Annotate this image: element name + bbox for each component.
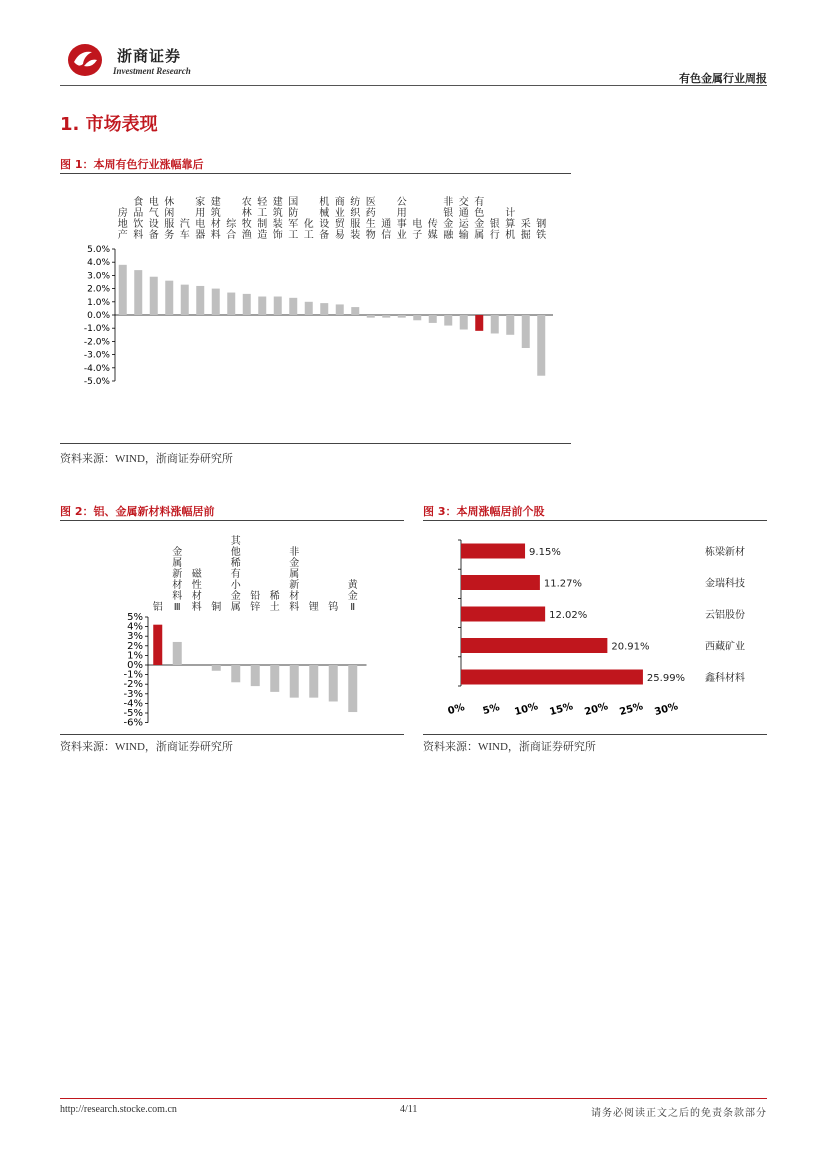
- bar-其他稀有小金属: [231, 665, 240, 682]
- bar-建筑材料: [212, 289, 220, 315]
- y-tick-label: 0%: [127, 660, 143, 671]
- footer-divider: [60, 1098, 767, 1099]
- stock-name-label: 鑫科材料: [705, 673, 745, 684]
- bar-国防军工: [289, 298, 297, 315]
- category-label-商业贸易: 业: [334, 208, 345, 219]
- category-label-传媒: 媒: [427, 230, 438, 241]
- category-label-建筑装饰: 筑: [272, 208, 283, 219]
- x-tick-label: 15%: [548, 701, 575, 718]
- bar-汽车: [181, 285, 189, 315]
- category-label-轻工制造: 轻: [257, 197, 268, 208]
- category-label-电气设备: 电: [148, 197, 159, 208]
- y-tick-label: -4.0%: [83, 363, 110, 374]
- bar-公用事业: [398, 315, 406, 318]
- y-tick-label: -2.0%: [83, 337, 110, 348]
- category-label-家用电器: 器: [195, 230, 206, 241]
- y-tick-label: 1%: [127, 650, 143, 662]
- figure2-source: 资料来源：WIND，浙商证券研究所: [60, 741, 233, 753]
- y-tick-label: 4.0%: [87, 258, 110, 269]
- category-label-计算机: 机: [505, 230, 516, 241]
- category-label-非银金融: 非: [443, 197, 454, 208]
- category-label-纺织服装: 纺: [350, 197, 361, 208]
- y-tick-label: 2%: [127, 640, 143, 652]
- category-label-非银金融: 金: [443, 219, 454, 230]
- category-label-黄金Ⅱ: 金: [347, 591, 358, 602]
- y-tick-label: 1.0%: [87, 297, 110, 308]
- category-label-休闲服务: 闲: [164, 208, 175, 219]
- bar-房地产: [119, 265, 127, 315]
- bar-云铝股份: [461, 607, 545, 622]
- category-label-非金属新材料: 料: [289, 602, 300, 613]
- top-stocks-bar-chart: [423, 522, 767, 732]
- y-tick-label: 2.0%: [87, 284, 110, 295]
- figure2-top-rule: [60, 520, 404, 521]
- category-label-金属新材料Ⅲ: 属: [172, 558, 183, 569]
- category-label-轻工制造: 工: [257, 208, 268, 219]
- logo-text-en: Investment Research: [113, 66, 191, 76]
- bar-农林牧渔: [243, 294, 251, 315]
- bar-有色金属: [475, 315, 483, 331]
- x-tick-label: 5%: [481, 702, 501, 718]
- bar-非金属新材料: [290, 665, 299, 698]
- bar-建筑装饰: [274, 297, 282, 315]
- bar-电子: [413, 315, 421, 320]
- category-label-非银金融: 融: [443, 230, 454, 241]
- category-label-有色金属: 有: [474, 197, 485, 208]
- category-label-铝: 铝: [152, 602, 163, 613]
- bar-钨: [329, 665, 338, 701]
- y-tick-label: -4%: [123, 698, 143, 710]
- category-label-农林牧渔: 农: [241, 197, 252, 208]
- category-label-化工: 工: [303, 230, 314, 241]
- bar-鑫科材料: [461, 670, 643, 685]
- category-label-稀土: 稀: [269, 591, 280, 602]
- category-label-建筑装饰: 装: [272, 219, 283, 230]
- category-label-采掘: 掘: [520, 230, 531, 241]
- category-label-国防军工: 军: [288, 219, 299, 230]
- category-label-金属新材料Ⅲ: 材: [172, 580, 183, 591]
- category-label-磁性材料: 磁: [191, 569, 202, 580]
- category-label-钨: 钨: [328, 602, 339, 613]
- category-label-传媒: 传: [427, 219, 438, 230]
- category-label-机械设备: 机: [319, 197, 330, 208]
- category-label-有色金属: 属: [474, 230, 485, 241]
- category-label-非金属新材料: 属: [289, 569, 300, 580]
- x-tick-label: 20%: [583, 701, 610, 718]
- stock-name-label: 云铝股份: [705, 610, 745, 621]
- category-label-商业贸易: 商: [334, 197, 345, 208]
- category-label-建筑材料: 材: [210, 219, 221, 230]
- x-tick-label: 0%: [446, 702, 466, 718]
- bar-金瑞科技: [461, 575, 540, 590]
- category-label-轻工制造: 制: [257, 219, 268, 230]
- category-label-通信: 信: [381, 230, 392, 241]
- category-label-钢铁: 铁: [536, 230, 547, 241]
- bar-金属新材料Ⅲ: [173, 642, 182, 665]
- category-label-综合: 合: [226, 230, 237, 241]
- bar-锂: [309, 665, 318, 698]
- category-label-金属新材料Ⅲ: 金: [172, 547, 183, 558]
- category-label-机械设备: 备: [319, 230, 330, 241]
- y-tick-label: -2%: [123, 679, 143, 691]
- category-label-金属新材料Ⅲ: 料: [172, 591, 183, 602]
- category-label-磁性材料: 材: [191, 591, 202, 602]
- category-label-食品饮料: 料: [133, 230, 144, 241]
- category-label-电气设备: 设: [148, 219, 159, 230]
- category-label-汽车: 车: [179, 230, 190, 241]
- bar-医药生物: [367, 315, 375, 318]
- category-label-锂: 锂: [308, 602, 319, 613]
- category-label-建筑装饰: 建: [272, 197, 283, 208]
- bar-休闲服务: [165, 281, 173, 315]
- page-number: 4/11: [400, 1104, 418, 1115]
- y-tick-label: 3%: [127, 631, 143, 643]
- bar-稀土: [270, 665, 279, 692]
- footer-disclaimer: 请务必阅读正文之后的免责条款部分: [591, 1108, 767, 1119]
- bar-黄金Ⅱ: [348, 665, 357, 712]
- category-label-非金属新材料: 材: [289, 591, 300, 602]
- category-label-纺织服装: 装: [350, 230, 361, 241]
- industry-bar-chart: [60, 176, 571, 438]
- logo-icon: [66, 42, 104, 78]
- category-label-交通运输: 交: [458, 197, 469, 208]
- bar-机械设备: [320, 303, 328, 315]
- bar-交通运输: [460, 315, 468, 330]
- bar-通信: [382, 315, 390, 318]
- x-tick-label: 30%: [653, 701, 680, 718]
- category-label-公用事业: 事: [396, 219, 407, 230]
- category-label-建筑材料: 料: [210, 230, 221, 241]
- category-label-电气设备: 气: [148, 208, 159, 219]
- y-tick-label: -3.0%: [83, 350, 110, 361]
- category-label-磁性材料: 性: [191, 580, 202, 591]
- category-label-铜: 铜: [211, 602, 222, 613]
- category-label-黄金Ⅱ: Ⅱ: [350, 602, 356, 613]
- category-label-电子: 电: [412, 219, 423, 230]
- category-label-银行: 银: [489, 219, 500, 230]
- y-tick-label: -5%: [123, 708, 143, 719]
- bar-商业贸易: [336, 304, 344, 315]
- figure1-top-rule: [60, 173, 571, 174]
- stock-name-label: 栋梁新材: [705, 547, 745, 558]
- bar-纺织服装: [351, 307, 359, 315]
- y-tick-label: -1.0%: [83, 324, 110, 335]
- category-label-公用事业: 业: [396, 230, 407, 241]
- category-label-计算机: 算: [505, 219, 516, 230]
- category-label-电子: 子: [412, 230, 423, 241]
- bar-钢铁: [537, 315, 545, 376]
- stock-name-label: 金瑞科技: [705, 578, 745, 590]
- category-label-电气设备: 备: [148, 230, 159, 241]
- bar-非银金融: [444, 315, 452, 326]
- y-tick-label: -6%: [123, 717, 143, 729]
- category-label-医药生物: 药: [365, 208, 376, 219]
- category-label-公用事业: 用: [396, 208, 407, 219]
- value-label: 25.99%: [646, 673, 686, 684]
- category-label-休闲服务: 服: [164, 219, 175, 230]
- category-label-其他稀有小金属: 属: [230, 602, 241, 613]
- y-tick-label: 4%: [127, 621, 143, 633]
- figure1-bottom-rule: [60, 443, 571, 444]
- category-label-建筑材料: 建: [210, 197, 221, 208]
- category-label-化工: 化: [303, 219, 314, 230]
- category-label-其他稀有小金属: 稀: [230, 558, 241, 569]
- bar-计算机: [506, 315, 514, 335]
- value-label: 20.91%: [611, 641, 650, 653]
- category-label-农林牧渔: 林: [241, 208, 252, 219]
- category-label-金属新材料Ⅲ: 新: [172, 569, 183, 580]
- category-label-食品饮料: 饮: [133, 219, 144, 230]
- category-label-建筑装饰: 饰: [272, 230, 283, 241]
- category-label-轻工制造: 造: [257, 230, 268, 241]
- figure3-top-rule: [423, 520, 767, 521]
- bar-综合: [227, 293, 235, 315]
- category-label-家用电器: 电: [195, 219, 206, 230]
- category-label-国防军工: 工: [288, 230, 299, 241]
- y-tick-label: -3%: [123, 688, 143, 700]
- category-label-汽车: 汽: [179, 219, 190, 230]
- bar-家用电器: [196, 286, 204, 315]
- category-label-非金属新材料: 金: [289, 558, 300, 569]
- figure2-title: 图 2：铝、金属新材料涨幅居前: [60, 505, 215, 518]
- category-label-商业贸易: 贸: [334, 219, 345, 230]
- category-label-家用电器: 用: [195, 208, 206, 219]
- category-label-房地产: 房: [117, 208, 128, 219]
- category-label-建筑材料: 筑: [210, 208, 221, 219]
- figure2-bottom-rule: [60, 734, 404, 735]
- bar-电气设备: [150, 277, 158, 315]
- bar-食品饮料: [134, 270, 142, 315]
- category-label-食品饮料: 品: [133, 208, 144, 219]
- category-label-稀土: 土: [269, 602, 280, 613]
- category-label-机械设备: 设: [319, 219, 330, 230]
- figure1-source: 资料来源：WIND，浙商证券研究所: [60, 453, 233, 465]
- header-divider: [60, 85, 767, 86]
- stock-name-label: 西藏矿业: [705, 641, 745, 653]
- footer-url[interactable]: http://research.stocke.com.cn: [60, 1104, 177, 1115]
- category-label-交通运输: 通: [458, 208, 469, 219]
- x-tick-label: 25%: [618, 701, 645, 718]
- bar-化工: [305, 302, 313, 315]
- bar-铝: [153, 625, 162, 665]
- category-label-其他稀有小金属: 有: [230, 569, 241, 580]
- category-label-采掘: 采: [520, 219, 531, 230]
- y-tick-label: 3.0%: [87, 271, 110, 282]
- category-label-金属新材料Ⅲ: Ⅲ: [173, 602, 181, 613]
- category-label-铅锌: 锌: [250, 602, 261, 613]
- category-label-银行: 行: [489, 230, 500, 241]
- value-label: 11.27%: [543, 578, 583, 590]
- figure3-title: 图 3：本周涨幅居前个股: [423, 505, 545, 518]
- bar-采掘: [522, 315, 530, 348]
- x-tick-label: 10%: [513, 701, 540, 718]
- section-title: 1. 市场表现: [60, 114, 158, 135]
- category-label-农林牧渔: 渔: [241, 230, 252, 241]
- category-label-铅锌: 铅: [250, 591, 261, 602]
- figure3-source: 资料来源：WIND，浙商证券研究所: [423, 741, 596, 753]
- category-label-有色金属: 金: [474, 219, 485, 230]
- category-label-非银金融: 银: [443, 208, 454, 219]
- category-label-房地产: 产: [117, 230, 128, 241]
- category-label-家用电器: 家: [195, 197, 206, 208]
- category-label-有色金属: 色: [474, 208, 485, 219]
- category-label-综合: 综: [226, 219, 237, 230]
- category-label-农林牧渔: 牧: [241, 219, 252, 230]
- category-label-休闲服务: 务: [164, 230, 175, 241]
- category-label-交通运输: 运: [458, 219, 469, 230]
- bar-银行: [491, 315, 499, 333]
- category-label-非金属新材料: 非: [289, 547, 300, 558]
- category-label-黄金Ⅱ: 黄: [347, 580, 358, 591]
- category-label-房地产: 地: [117, 219, 128, 230]
- category-label-其他稀有小金属: 小: [230, 580, 241, 591]
- category-label-医药生物: 物: [365, 230, 376, 241]
- value-label: 12.02%: [549, 610, 588, 621]
- category-label-商业贸易: 易: [334, 230, 345, 241]
- category-label-国防军工: 国: [288, 197, 299, 208]
- category-label-其他稀有小金属: 其: [230, 536, 241, 547]
- logo-text-cn: 浙商证券: [117, 47, 182, 65]
- figure1-title: 图 1：本周有色行业涨幅靠后: [60, 158, 204, 171]
- category-label-公用事业: 公: [396, 197, 407, 208]
- category-label-机械设备: 械: [319, 208, 330, 219]
- bar-栋梁新材: [461, 544, 525, 559]
- category-label-其他稀有小金属: 他: [230, 547, 241, 558]
- category-label-通信: 通: [381, 219, 392, 230]
- bar-铅锌: [251, 665, 260, 686]
- report-type: 有色金属行业周报: [679, 72, 767, 85]
- bar-轻工制造: [258, 297, 266, 315]
- figure3-bottom-rule: [423, 734, 767, 735]
- subsector-bar-chart: [60, 522, 404, 732]
- bar-铜: [212, 665, 221, 671]
- y-tick-label: -1%: [123, 669, 143, 681]
- category-label-计算机: 计: [505, 208, 516, 219]
- category-label-休闲服务: 休: [164, 197, 175, 208]
- category-label-纺织服装: 服: [350, 219, 361, 230]
- y-tick-label: -5.0%: [83, 377, 110, 387]
- y-tick-label: 5.0%: [87, 245, 110, 255]
- category-label-食品饮料: 食: [133, 197, 144, 208]
- y-tick-label: 5%: [127, 612, 143, 623]
- category-label-国防军工: 防: [288, 208, 299, 219]
- bar-传媒: [429, 315, 437, 323]
- bar-西藏矿业: [461, 638, 607, 653]
- y-tick-label: 0.0%: [87, 311, 110, 321]
- category-label-交通运输: 输: [458, 230, 469, 241]
- category-label-非金属新材料: 新: [289, 580, 300, 591]
- category-label-医药生物: 医: [365, 197, 376, 208]
- category-label-医药生物: 生: [365, 219, 376, 230]
- category-label-纺织服装: 织: [350, 208, 361, 219]
- category-label-磁性材料: 料: [191, 602, 202, 613]
- category-label-其他稀有小金属: 金: [230, 591, 241, 602]
- category-label-钢铁: 钢: [536, 219, 547, 230]
- value-label: 9.15%: [529, 547, 561, 558]
